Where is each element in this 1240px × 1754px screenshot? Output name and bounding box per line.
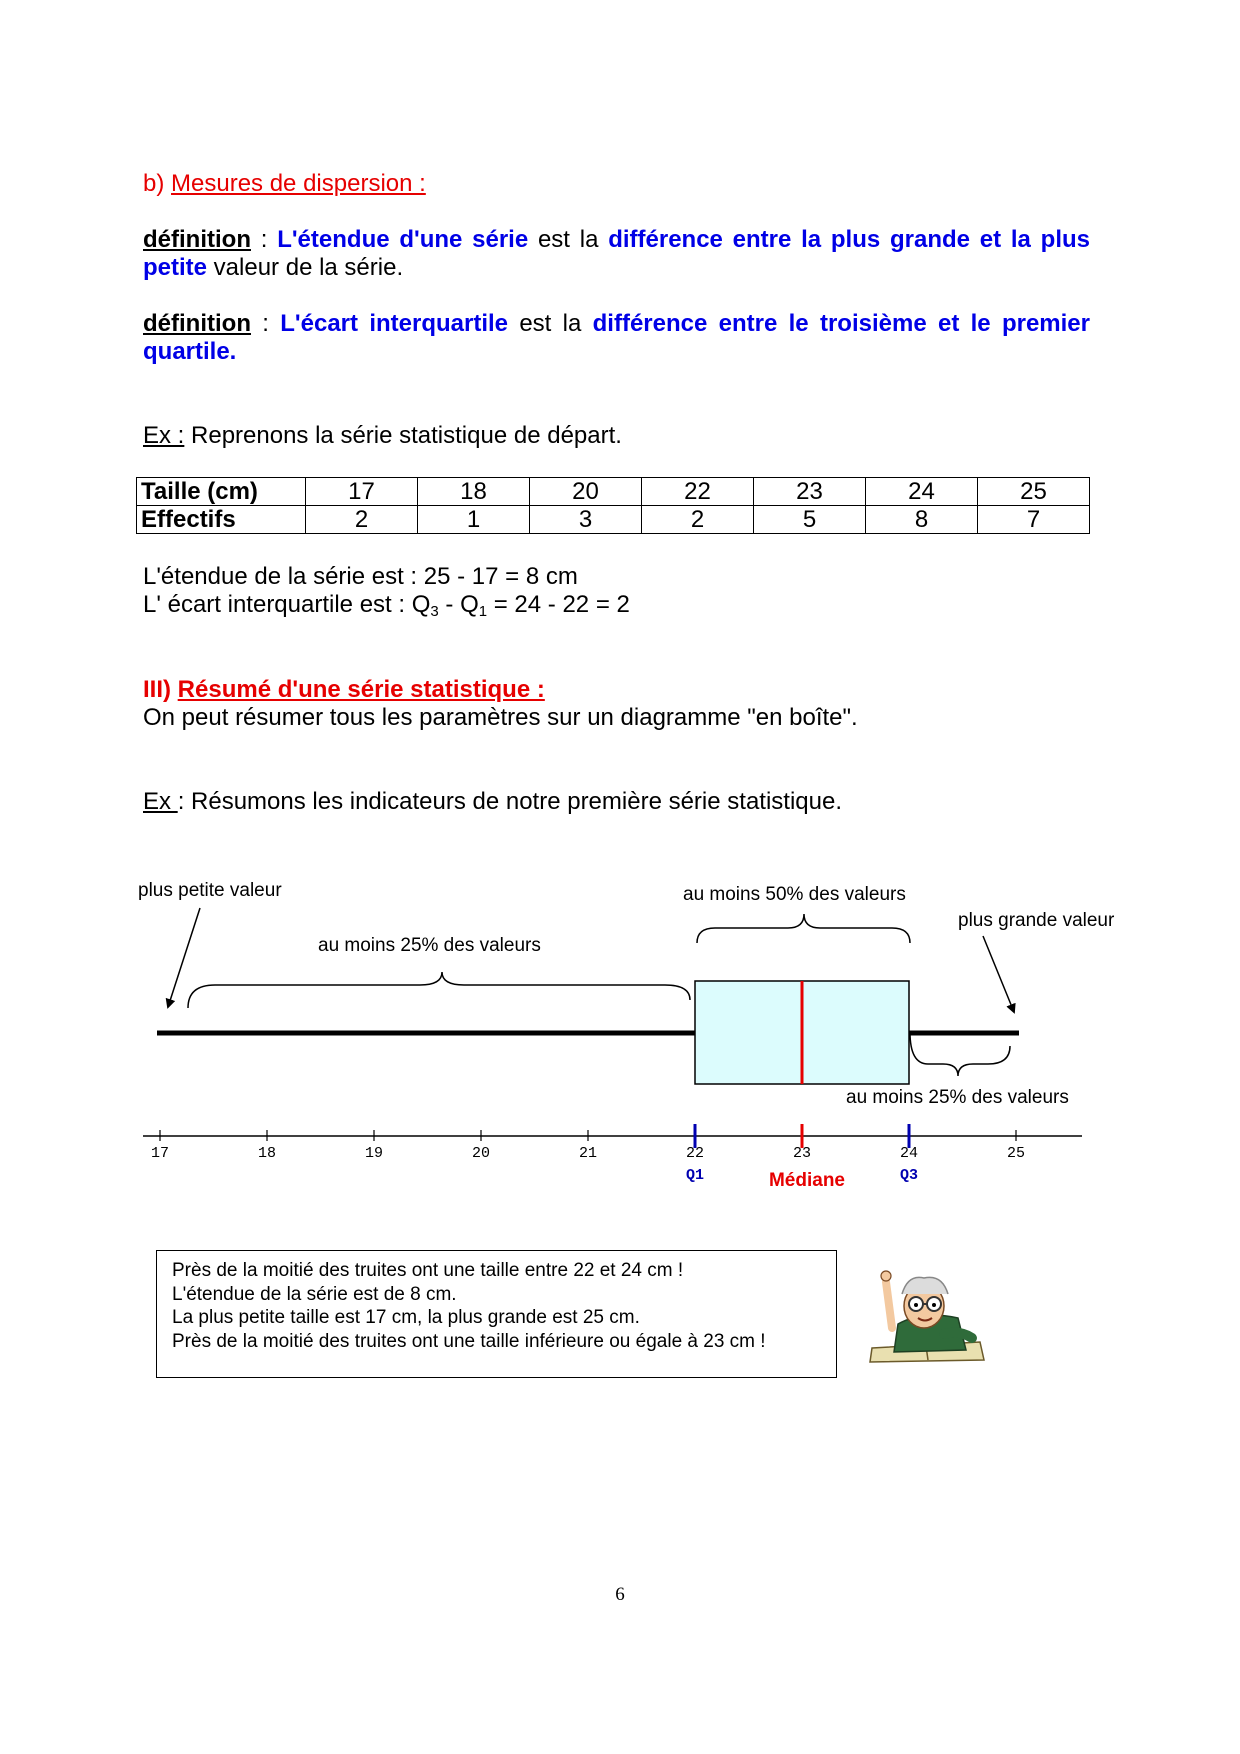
axis-tick-label: 25: [1006, 1145, 1026, 1162]
iqr-text-a: L' écart interquartile est : Q: [143, 591, 431, 618]
section-3-number: III): [143, 676, 171, 703]
note-line: Près de la moitié des truites ont une taille inférieure ou égale à 23 cm !: [172, 1330, 766, 1352]
label-25-right: au moins 25% des valeurs: [846, 1087, 1069, 1108]
example-label: Ex: [143, 788, 178, 815]
section-3-body: On peut résumer tous les paramètres sur un diagramme "en boîte".: [143, 704, 858, 731]
section-3-title: Résumé d'une série statistique :: [177, 676, 545, 703]
q1-label: Q1: [685, 1167, 705, 1184]
arrow-min: [168, 908, 200, 1007]
axis-ticks: [151, 1124, 1025, 1162]
iqr-text-b: - Q: [438, 591, 479, 618]
label-min: plus petite valeur: [138, 880, 282, 901]
table-row-header: Taille (cm): [137, 478, 306, 506]
definition-bold: différence entre le troisième et le premier quartile.: [143, 310, 1090, 365]
professor-illustration: [868, 1260, 988, 1364]
table-cell: 22: [642, 478, 754, 506]
table-cell: 3: [530, 506, 642, 534]
range-result-text: L'étendue de la série est : 25 - 17 = 8 cm: [143, 563, 578, 590]
brace-50: [697, 914, 910, 943]
axis-tick-label: 22: [685, 1145, 705, 1162]
summary-note-box: [156, 1250, 837, 1378]
axis-tick-label: 23: [792, 1145, 812, 1162]
table-cell: 25: [978, 478, 1090, 506]
q3-label: Q3: [899, 1167, 919, 1184]
axis-tick-label: 24: [899, 1145, 919, 1162]
definition-colon: :: [250, 310, 281, 337]
definition-colon: :: [250, 226, 278, 253]
arrow-max: [983, 936, 1014, 1012]
note-line: L'étendue de la série est de 8 cm.: [172, 1283, 457, 1305]
section-b-title: Mesures de dispersion :: [171, 170, 426, 197]
example-text: : Résumons les indicateurs de notre première série statistique.: [177, 788, 842, 815]
example-text: Reprenons la série statistique de départ.: [184, 422, 622, 449]
definition-term: L'étendue d'une série: [277, 226, 529, 253]
axis-tick-label: 20: [471, 1145, 491, 1162]
q1-subscript: 1: [478, 603, 488, 620]
definition-mid: est la: [508, 310, 593, 337]
table-cell: 1: [418, 506, 530, 534]
definition-bold: différence entre la plus grande et la plus petite: [143, 226, 1090, 281]
table-cell: 23: [754, 478, 866, 506]
label-50-percent: au moins 50% des valeurs: [683, 884, 906, 905]
section-b-prefix: b): [143, 170, 172, 197]
definition-term: L'écart interquartile: [280, 310, 509, 337]
table-cell: 5: [754, 506, 866, 534]
table-cell: 7: [978, 506, 1090, 534]
brace-25-right: [910, 1032, 1010, 1076]
note-line: Près de la moitié des truites ont une taille entre 22 et 24 cm !: [172, 1260, 684, 1281]
table-cell: 17: [306, 478, 418, 506]
axis-tick-label: 18: [257, 1145, 277, 1162]
example-label: Ex :: [143, 422, 185, 449]
median-label: Médiane: [768, 1170, 846, 1191]
table-cell: 2: [306, 506, 418, 534]
table-row-header: Effectifs: [137, 506, 306, 534]
brace-25-left: [188, 972, 690, 1008]
page-number: 6: [615, 1584, 625, 1605]
axis-tick-label: 17: [150, 1145, 170, 1162]
definition-label: définition: [143, 310, 251, 337]
table-cell: 18: [418, 478, 530, 506]
definition-label: définition: [143, 226, 251, 253]
label-max: plus grande valeur: [958, 910, 1115, 931]
label-25-left: au moins 25% des valeurs: [318, 935, 541, 956]
table-cell: 2: [642, 506, 754, 534]
note-line: La plus petite taille est 17 cm, la plus grande est 25 cm.: [172, 1307, 640, 1328]
table-cell: 20: [530, 478, 642, 506]
q3-subscript: 3: [430, 603, 439, 620]
definition-end: valeur de la série.: [207, 254, 404, 281]
table-cell: 8: [866, 506, 978, 534]
iqr-text-c: = 24 - 22 = 2: [487, 591, 630, 618]
axis-tick-label: 19: [364, 1145, 384, 1162]
table-cell: 24: [866, 478, 978, 506]
definition-mid: est la: [528, 226, 609, 253]
axis-tick-label: 21: [578, 1145, 598, 1162]
